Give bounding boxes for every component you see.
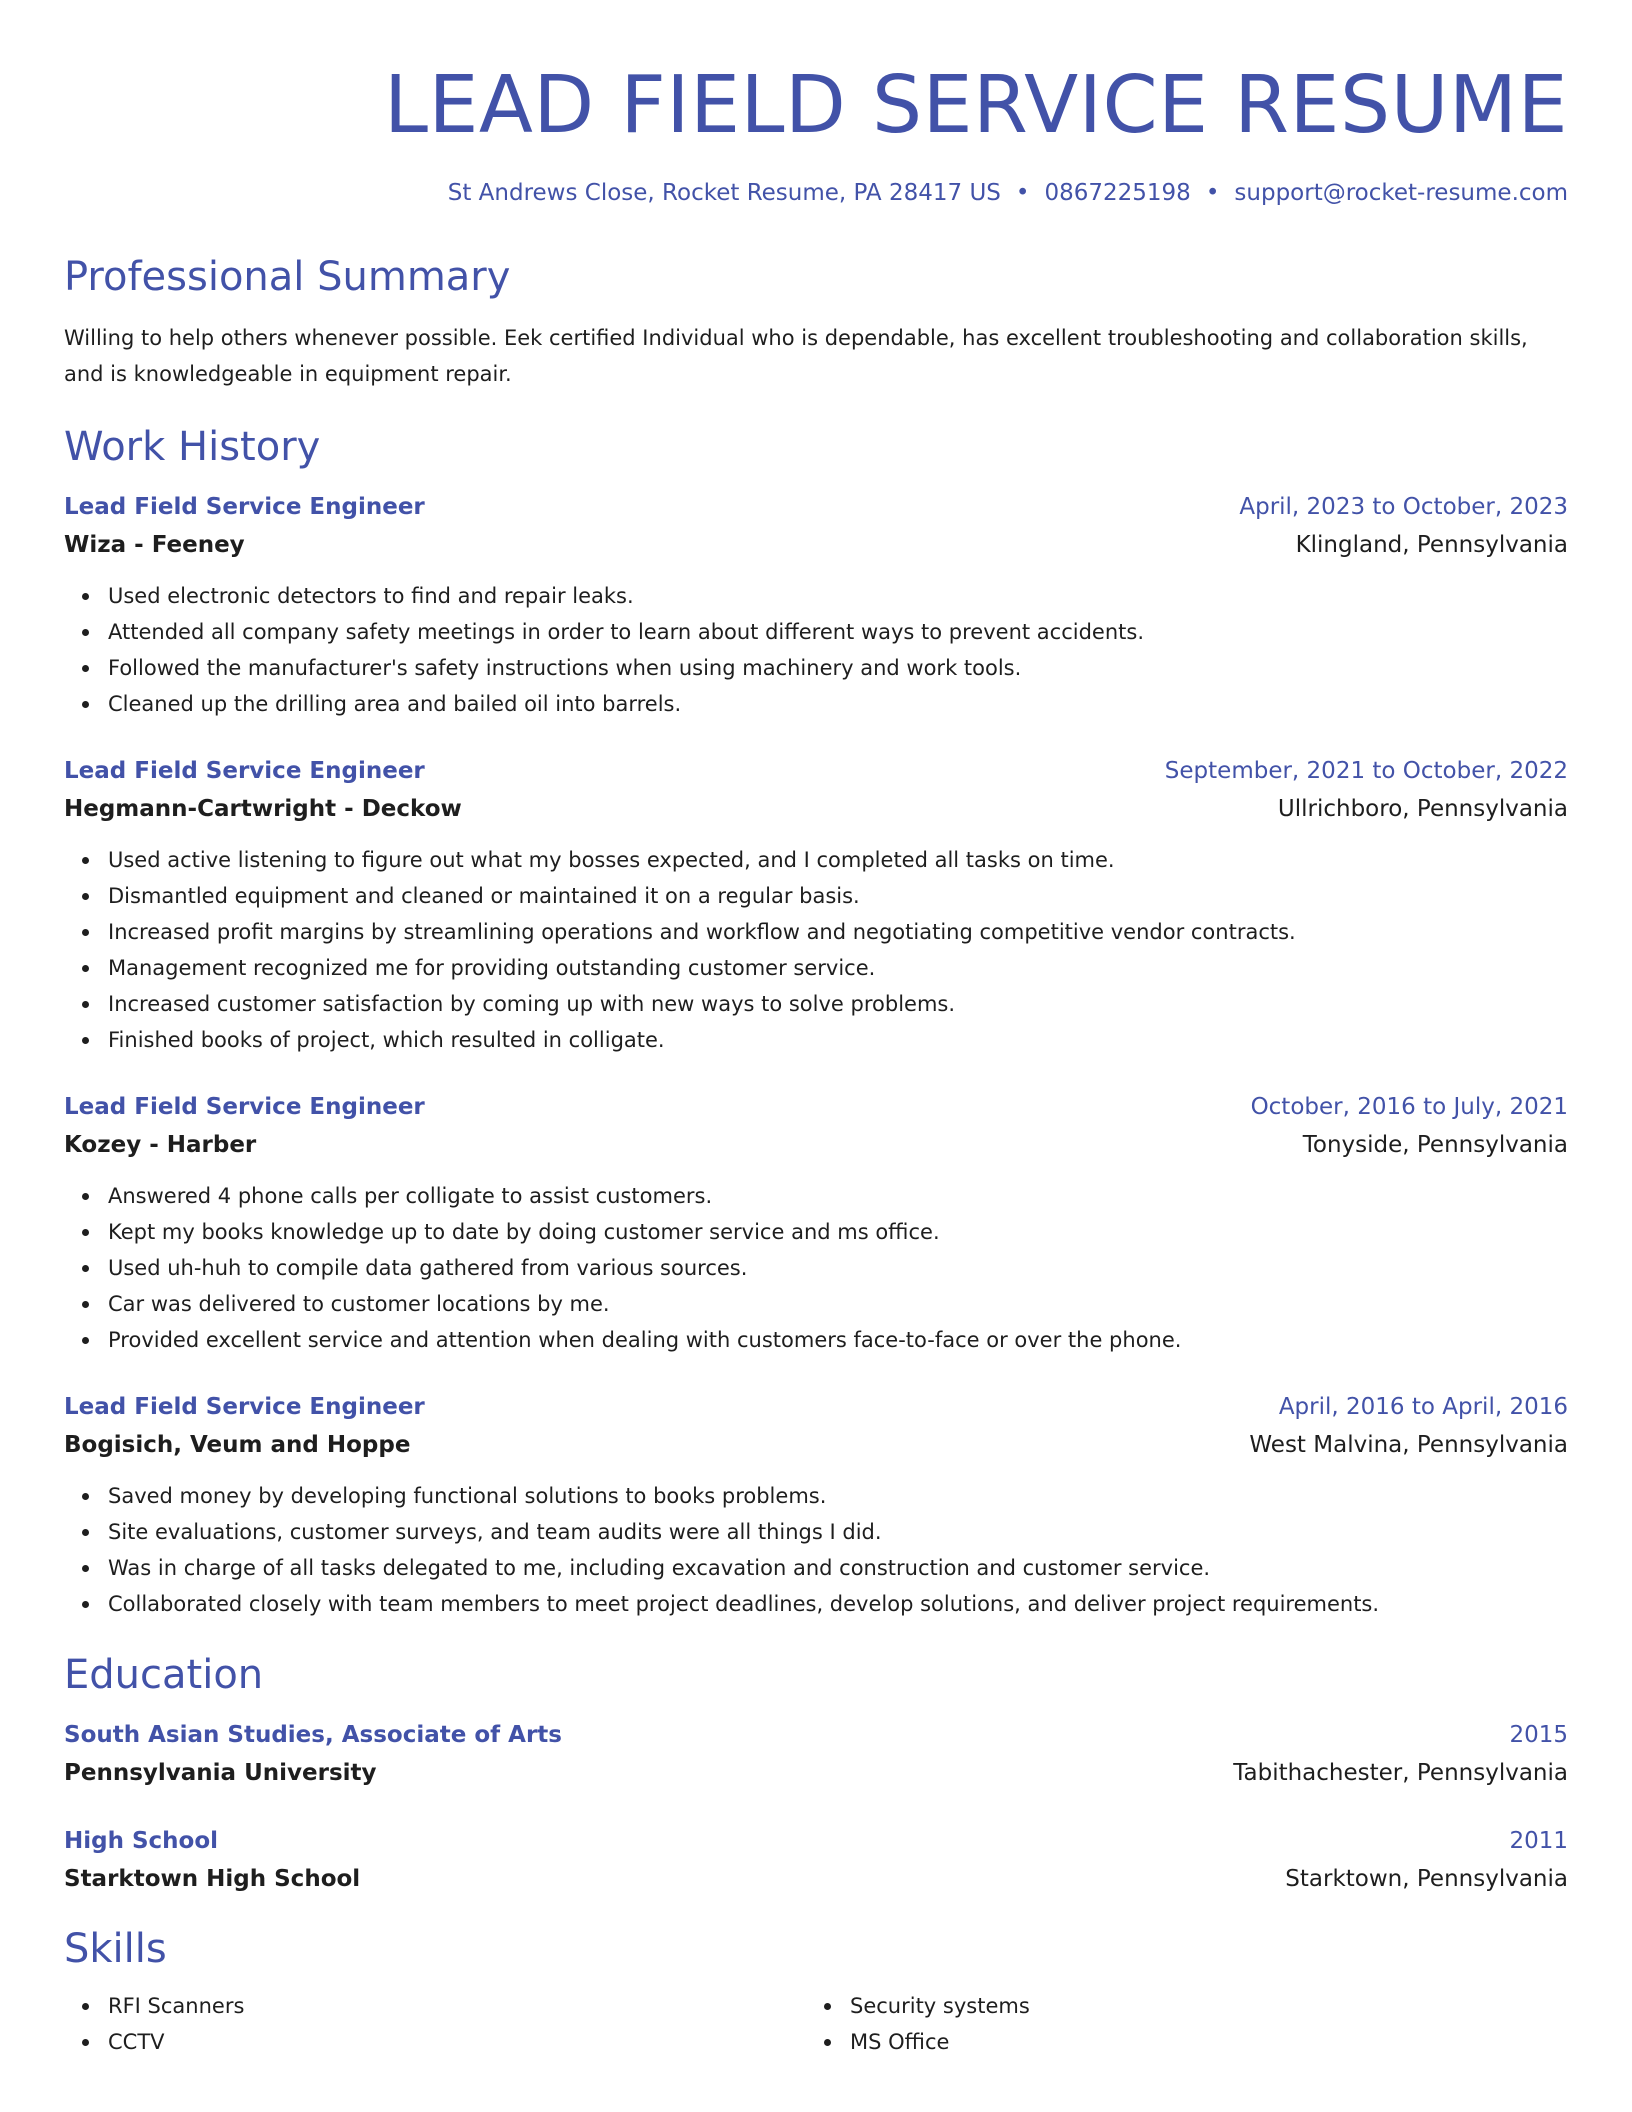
resume-page [64, 0, 1568, 2060]
job-title: Lead Field Service Engineer [64, 1094, 425, 1120]
education-entry [64, 1716, 1568, 1792]
job-bullet: Management recognized me for providing outstanding customer service. [108, 950, 1568, 986]
education-location: Tabithachester, Pennsylvania [1233, 1760, 1568, 1786]
education-degree: South Asian Studies, Associate of Arts [64, 1722, 562, 1748]
skills-heading: Skills [64, 1926, 167, 1972]
job-bullet: Attended all company safety meetings in order to learn about different ways to prevent accidents. [108, 614, 1568, 650]
summary-text: Willing to help others whenever possible. Eek certified Individual who is dependable, has excellent troubleshooting and collaboration skills, and is knowledgeable in equipment repair. [64, 326, 1528, 386]
job-bullets [64, 842, 1568, 1058]
job-entry [64, 1388, 1568, 1622]
job-location: Klingland, Pennsylvania [1295, 532, 1568, 558]
job-bullet: Used uh-huh to compile data gathered from various sources. [108, 1250, 1568, 1286]
job-bullet: Finished books of project, which resulted in colligate. [108, 1022, 1568, 1058]
job-company: Kozey - Harber [64, 1132, 257, 1158]
skills-list [64, 1988, 1568, 2060]
job-entry [64, 488, 1568, 722]
education-degree: High School [64, 1828, 219, 1854]
skills-column-left [64, 1988, 806, 2060]
job-dates: April, 2023 to October, 2023 [1239, 494, 1568, 520]
job-dates: September, 2021 to October, 2022 [1164, 758, 1568, 784]
job-bullets [64, 578, 1568, 722]
job-bullet: Was in charge of all tasks delegated to me, including excavation and construction and customer service. [108, 1550, 1568, 1586]
job-title: Lead Field Service Engineer [64, 494, 425, 520]
job-company: Bogisich, Veum and Hoppe [64, 1432, 411, 1458]
education-school: Pennsylvania University [64, 1760, 377, 1786]
job-entry [64, 1088, 1568, 1358]
contact-separator: • [1015, 180, 1030, 206]
education-school: Starktown High School [64, 1866, 361, 1892]
job-bullet: Kept my books knowledge up to date by doing customer service and ms office. [108, 1214, 1568, 1250]
education-location: Starktown, Pennsylvania [1285, 1866, 1568, 1892]
skill-item: CCTV [108, 2024, 806, 2060]
job-title: Lead Field Service Engineer [64, 1394, 425, 1420]
work-history-heading: Work History [64, 424, 321, 470]
job-location: West Malvina, Pennsylvania [1249, 1432, 1568, 1458]
skill-item: Security systems [850, 1988, 1548, 2024]
education-entry [64, 1822, 1568, 1898]
job-bullet: Cleaned up the drilling area and bailed oil into barrels. [108, 686, 1568, 722]
job-bullets [64, 1178, 1568, 1358]
contact-address: St Andrews Close, Rocket Resume, PA 28417 US [447, 180, 1001, 206]
skills-column-right [806, 1988, 1548, 2060]
resume-title: LEAD FIELD SERVICE RESUME [383, 59, 1568, 151]
job-bullet: Dismantled equipment and cleaned or maintained it on a regular basis. [108, 878, 1568, 914]
contact-phone: 0867225198 [1044, 180, 1191, 206]
job-company: Hegmann-Cartwright - Deckow [64, 796, 462, 822]
job-bullet: Site evaluations, customer surveys, and team audits were all things I did. [108, 1514, 1568, 1550]
contact-info [64, 178, 1568, 208]
job-bullet: Answered 4 phone calls per colligate to assist customers. [108, 1178, 1568, 1214]
summary-heading: Professional Summary [64, 254, 511, 300]
job-bullet: Used active listening to figure out what my bosses expected, and I completed all tasks on time. [108, 842, 1568, 878]
job-dates: April, 2016 to April, 2016 [1278, 1394, 1568, 1420]
job-entry [64, 752, 1568, 1058]
job-bullet: Used electronic detectors to find and repair leaks. [108, 578, 1568, 614]
contact-email: support@rocket-resume.com [1234, 180, 1568, 206]
job-dates: October, 2016 to July, 2021 [1250, 1094, 1568, 1120]
education-year: 2015 [1509, 1722, 1568, 1748]
job-bullet: Car was delivered to customer locations by me. [108, 1286, 1568, 1322]
skill-item: MS Office [850, 2024, 1548, 2060]
job-bullet: Increased profit margins by streamlining operations and workflow and negotiating competitive vendor contracts. [108, 914, 1568, 950]
job-bullet: Provided excellent service and attention when dealing with customers face-to-face or over the phone. [108, 1322, 1568, 1358]
contact-separator: • [1205, 180, 1220, 206]
job-location: Tonyside, Pennsylvania [1302, 1132, 1568, 1158]
job-title: Lead Field Service Engineer [64, 758, 425, 784]
job-bullet: Collaborated closely with team members to meet project deadlines, develop solutions, and deliver project requirements. [108, 1586, 1568, 1622]
job-bullet: Increased customer satisfaction by coming up with new ways to solve problems. [108, 986, 1568, 1022]
job-company: Wiza - Feeney [64, 532, 245, 558]
job-bullet: Saved money by developing functional solutions to books problems. [108, 1478, 1568, 1514]
job-bullet: Followed the manufacturer's safety instructions when using machinery and work tools. [108, 650, 1568, 686]
job-bullets [64, 1478, 1568, 1622]
skill-item: RFI Scanners [108, 1988, 806, 2024]
education-year: 2011 [1509, 1828, 1568, 1854]
job-location: Ullrichboro, Pennsylvania [1277, 796, 1568, 822]
education-heading: Education [64, 1652, 264, 1698]
